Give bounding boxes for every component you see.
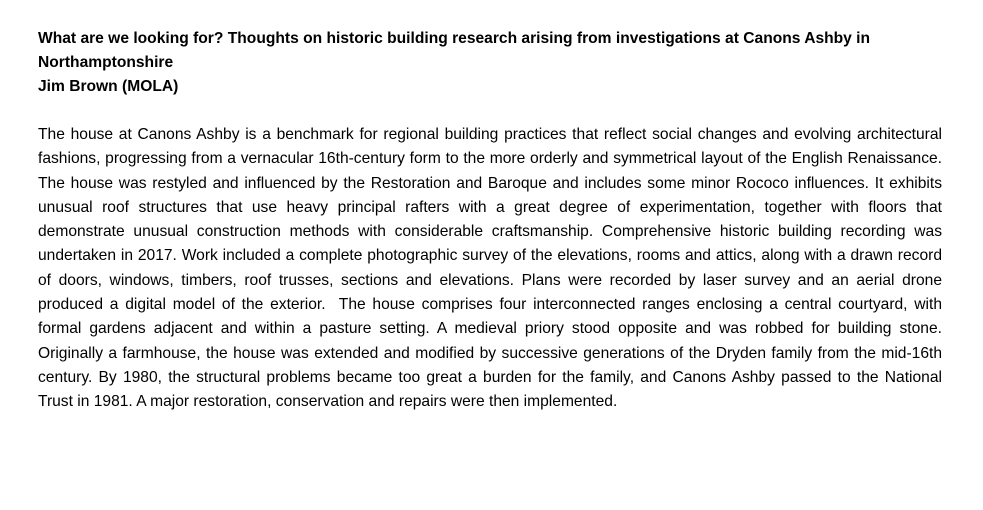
document-title: What are we looking for? Thoughts on historic building research arising from investigations at Canons Ashby in Northamptonshire <box>38 30 871 71</box>
document-author: Jim Brown (MOLA) <box>38 78 179 95</box>
document <box>38 27 947 415</box>
abstract-paragraph: The house at Canons Ashby is a benchmark for regional building practices that reflect social changes and evolving architectural fashions, progressing from a vernacular 16th-century form to the more orderly and symmetrical layout of the English Renaissance. The house was restyled and influenced by the Restoration and Baroque and includes some minor Rococo influences. It exhibits unusual roof structures that use heavy principal rafters with a great degree of experimentation, together with floors that demonstrate unusual construction methods with considerable craftsmanship. Comprehensive historic building recording was undertaken in 2017. Work included a complete photographic survey of the elevations, rooms and attics, along with a drawn record of doors, windows, timbers, roof trusses, sections and elevations. Plans were recorded by laser survey and an aerial drone produced a digital model of the exterior. The house comprises four interconnected ranges enclosing a central courtyard, with formal gardens adjacent and within a pasture setting. A medieval priory stood opposite and was robbed for building stone. Originally a farmhouse, the house was extended and modified by successive generations of the Dryden family from the mid-16th century. By 1980, the structural problems became too great a burden for the family, and Canons Ashby passed to the National Trust in 1981. A major restoration, conservation and repairs were then implemented. <box>38 126 947 411</box>
